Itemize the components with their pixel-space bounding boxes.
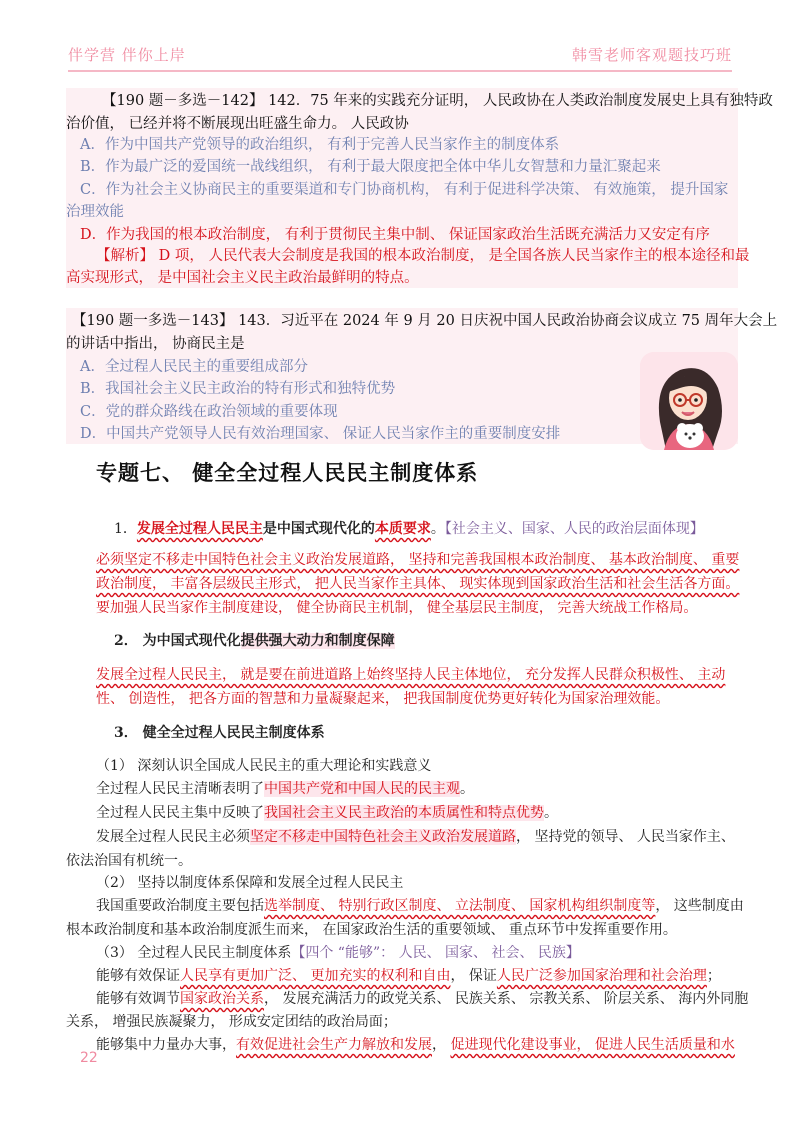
- q142-stem-line1: 【190 题－多选－142】 142．75 年来的实践充分证明， 人民政协在人类政治制度发展史上具有独特政: [102, 93, 773, 109]
- s1-line4: 要加强人民当家作主制度建设， 健全协商民主机制， 健全基层民主制度， 完善大统战工作格局。: [96, 600, 698, 616]
- s3-p3d-mid: ，: [432, 1037, 451, 1053]
- s3-p3c: 关系， 增强民族凝聚力， 形成安定团结的政治局面；: [66, 1014, 397, 1030]
- s3-p1d: 依法治国有机统一。: [66, 853, 192, 869]
- s3-p1: （1） 深刻认识全国成人民民主的重大理论和实践意义: [96, 758, 432, 774]
- s2-title-b: 提供强大动力和制度保障: [240, 633, 395, 649]
- s3-p1a-text: 全过程人民民主清晰表明了: [96, 781, 264, 797]
- s3-p2b: 根本政治制度和基本政治制度派生而来， 在国家政治生活的重要领域、 重点环节中发挥重要作用。: [66, 922, 677, 938]
- q142-option-a: A．作为中国共产党领导的政治组织， 有利于完善人民当家作主的制度体系: [80, 137, 560, 153]
- s3-p3a-text: 能够有效保证: [96, 968, 180, 984]
- s3-p1b-end: 。: [544, 805, 558, 821]
- s2-title-a: 2． 为中国式现代化: [114, 633, 241, 649]
- s1-keyword-1: 发展全过程人民民主: [136, 521, 263, 537]
- s3-p3d-highlight-2: 促进现代化建设事业， 促进人民生活质量和水: [450, 1037, 735, 1053]
- s3-p2: （2） 坚持以制度体系保障和发展全过程人民民主: [96, 875, 404, 891]
- s1-title-line: [114, 518, 704, 540]
- s3-p3b-end: ， 发展充满活力的政党关系、 民族关系、 宗教关系、 阶层关系、 海内外同胞: [264, 991, 749, 1007]
- q142-analysis-line1: 【解析】 D 项， 人民代表大会制度是我国的根本政治制度， 是全国各族人民当家作主的根本途径和最: [96, 248, 750, 264]
- q142-analysis-line2: 高实现形式， 是中国社会主义民主政治最鲜明的特点。: [66, 270, 419, 286]
- question-142-box: [66, 88, 773, 288]
- s3-p2a-text: 我国重要政治制度主要包括: [96, 898, 264, 914]
- section-title: 专题七、 健全全过程人民民主制度体系: [96, 461, 479, 485]
- s3-p3a-end: ；: [706, 968, 721, 984]
- q142-option-c-line1: C．作为社会主义协商民主的重要渠道和专门协商机构， 有利于促进科学决策、 有效施策， 提升国家: [80, 182, 729, 198]
- s1-text-2: 。: [430, 521, 445, 537]
- q143-option-a: A．全过程人民民主的重要组成部分: [80, 359, 308, 375]
- page-number: 22: [80, 1050, 98, 1066]
- s3-p2a-highlight: 选举制度、 特别行政区制度、 立法制度、 国家机构组织制度等: [264, 898, 656, 914]
- s1-line3: 政治制度， 丰富各层级民主形式， 把人民当家作主具体、 现实体现到国家政治生活和社会生活各方面。: [96, 576, 740, 592]
- s3-p1a-end: 。: [460, 781, 474, 797]
- s3-p2a-end: ， 这些制度由: [655, 898, 744, 914]
- s3-p3d: [96, 1034, 735, 1056]
- s3-p1c: [96, 826, 735, 848]
- s3-p1c-text: 发展全过程人民民主必须: [96, 829, 250, 845]
- header-right-title: 韩雪老师客观题技巧班: [571, 46, 732, 64]
- s3-p1a-highlight: 中国共产党和中国人民的民主观: [264, 781, 460, 797]
- s3-p3-text: （3） 全过程人民民主制度体系: [96, 945, 292, 961]
- s3-p3a-mid: ， 保证: [450, 968, 497, 984]
- s3-p1b-text: 全过程人民民主集中反映了: [96, 805, 264, 821]
- s3-p3b-highlight: 国家政治关系: [180, 991, 264, 1007]
- q143-option-c: C．党的群众路线在政治领域的重要体现: [80, 404, 338, 420]
- q143-stem-line1: 【190 题一多选－143】 143．习近平在 2024 年 9 月 20 日庆祝中国人民政治协商会议成立 75 周年大会上: [72, 313, 778, 329]
- s3-p3: [96, 942, 580, 964]
- s2-title-line: [114, 630, 395, 652]
- q142-option-c-line2: 治理效能: [66, 204, 124, 220]
- q143-option-d: D．中国共产党领导人民有效治理国家、 保证人民当家作主的重要制度安排: [80, 426, 561, 442]
- s3-p3-bracket-note: 【四个 “能够”： 人民、 国家、 社会、 民族】: [291, 945, 580, 961]
- s2-line1: 发展全过程人民民主， 就是要在前进道路上始终坚持人民主体地位， 充分发挥人民群众积极性、 主动: [96, 667, 726, 683]
- s3-p2a: [96, 895, 744, 917]
- s3-title: 3． 健全全过程人民民主制度体系: [114, 725, 325, 741]
- s3-p3a: [96, 965, 721, 987]
- header-left-slogan: 伴学营 伴你上岸: [68, 46, 186, 64]
- s3-p3b-text: 能够有效调节: [96, 991, 180, 1007]
- q142-stem-line2: 治价值， 已经并将不断展现出旺盛生命力。 人民政协: [66, 116, 409, 132]
- s3-p1c-highlight: 坚定不移走中国特色社会主义政治发展道路: [250, 829, 516, 845]
- page-header: [0, 0, 800, 70]
- s3-p1b-highlight: 我国社会主义民主政治的本质属性和特点优势: [264, 805, 544, 821]
- s1-bracket-note: 【社会主义、国家、人民的政治层面体现】: [444, 521, 704, 537]
- question-143-box: [66, 308, 778, 444]
- s1-keyword-2: 本质要求: [374, 521, 431, 537]
- q142-option-d-answer: D．作为我国的根本政治制度， 有利于贯彻民主集中制、 保证国家政治生活既充满活力又安定有序: [80, 227, 710, 243]
- s3-p1b: [96, 802, 558, 824]
- s3-p3a-highlight-1: 人民享有更加广泛、 更加充实的权利和自由: [180, 968, 451, 984]
- q143-stem-line2: 的讲话中指出， 协商民主是: [66, 336, 245, 352]
- s3-p1a: [96, 778, 474, 800]
- s2-line2: 性、 创造性， 把各方面的智慧和力量凝聚起来， 把我国制度优势更好转化为国家治理效能。: [96, 691, 670, 707]
- s3-p3d-highlight-1: 有效促进社会生产力解放和发展: [236, 1037, 432, 1053]
- q143-option-b: B．我国社会主义民主政治的特有形式和独特优势: [80, 381, 396, 397]
- s3-p3b: [96, 988, 748, 1010]
- q142-option-b: B．作为最广泛的爱国统一战线组织， 有利于最大限度把全体中华儿女智慧和力量汇聚起来: [80, 159, 661, 175]
- teacher-avatar-illustration: [640, 352, 738, 450]
- s1-text-1: 是中国式现代化的: [262, 521, 375, 537]
- s3-p3d-text: 能够集中力量办大事，: [96, 1037, 236, 1053]
- s3-p3a-highlight-2: 人民广泛参加国家治理和社会治理: [496, 968, 707, 984]
- s3-p1c-end: ， 坚持党的领导、 人民当家作主、: [516, 829, 735, 845]
- header-divider: [68, 70, 732, 72]
- s1-number: 1．: [114, 521, 137, 537]
- s1-line2: 必须坚定不移走中国特色社会主义政治发展道路， 坚持和完善我国根本政治制度、 基本政治制度、 重要: [96, 552, 740, 568]
